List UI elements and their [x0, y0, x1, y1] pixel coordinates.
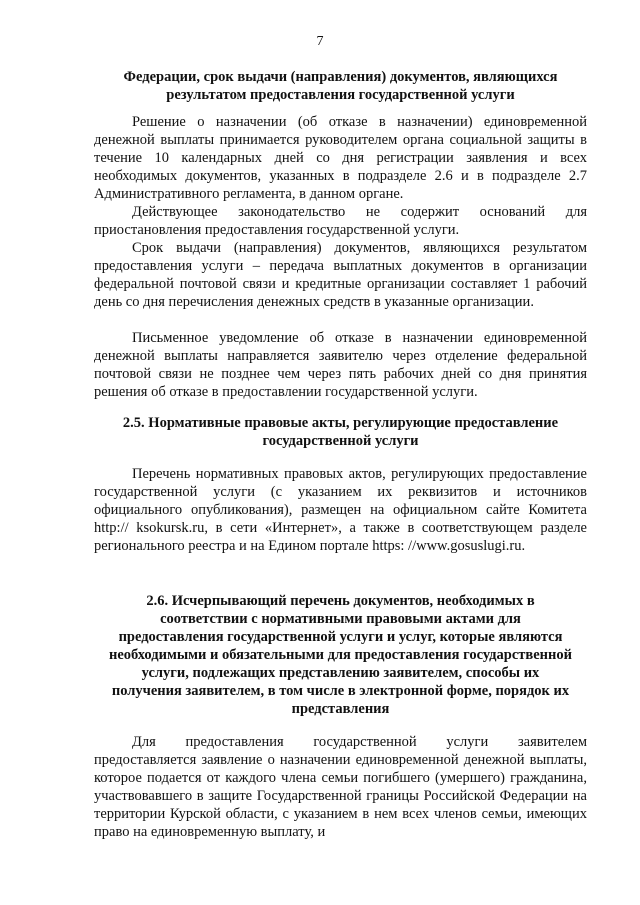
- heading-line: результатом предоставления государственной услуги: [166, 87, 515, 103]
- section-heading-2-5: [94, 414, 587, 450]
- heading-line: предоставления государственной услуги и услуг, которые являются: [118, 629, 563, 645]
- paragraph: Срок выдачи (направления) документов, являющихся результатом предоставления услуги – передача выплатных документов в организации федеральной почтовой связи и кредитные организации составляет 1 рабочий день со дня перечисления денежных средств в указанные организации.: [94, 240, 587, 310]
- heading-line: Федерации, срок выдачи (направления) документов, являющихся: [123, 69, 558, 85]
- paragraph: Действующее законодательство не содержит оснований для приостановления предоставления государственной услуги.: [94, 204, 587, 238]
- heading-line: государственной услуги: [262, 433, 419, 449]
- heading-line: услуги, подлежащих представлению заявителем, способы их: [141, 665, 540, 681]
- heading-line: необходимыми и обязательными для предоставления государственной: [109, 647, 572, 663]
- paragraph: Решение о назначении (об отказе в назначении) единовременной денежной выплаты принимается руководителем органа социальной защиты в течение 10 календарных дней со дня регистрации заявления и всех необходимых документов, указанных в подразделе 2.6 и в подразделе 2.7 Административного регламента, в данном органе.: [94, 114, 587, 202]
- heading-line: 2.5. Нормативные правовые акты, регулирующие предоставление: [122, 415, 559, 431]
- page-number: 7: [316, 34, 324, 49]
- heading-line: соответствии с нормативными правовыми актами для: [160, 611, 521, 627]
- paragraph: Для предоставления государственной услуги заявителем предоставляется заявление о назначении единовременной денежной выплаты, которое подается от каждого члена семьи погибшего (умершего) гражданина, участвовавшего в защите Государственной границы Российской Федерации на территории Курской области, с указанием в нем всех членов семьи, имеющих право на единовременную выплату, и: [94, 734, 587, 840]
- paragraph: Письменное уведомление об отказе в назначении единовременной денежной выплаты направляется заявителю через отделение федеральной почтовой связи не позднее чем через пять рабочих дней со дня принятия решения об отказе в предоставлении государственной услуги.: [94, 330, 587, 400]
- heading-line: представления: [291, 701, 390, 717]
- section-heading-2-4-continuation: [94, 68, 587, 104]
- heading-line: 2.6. Исчерпывающий перечень документов, необходимых в: [146, 593, 535, 609]
- heading-line: получения заявителем, в том числе в электронной форме, порядок их: [111, 683, 570, 699]
- paragraph: Перечень нормативных правовых актов, регулирующих предоставление государственной услуги (с указанием их реквизитов и источников официального опубликования), размещен на официальном сайте Комитета http:// ksokursk.ru, в сети «Интернет», а также в соответствующем разделе регионального реестра и на Едином портале https: //www.gosuslugi.ru.: [94, 466, 587, 554]
- section-heading-2-6: [94, 592, 587, 718]
